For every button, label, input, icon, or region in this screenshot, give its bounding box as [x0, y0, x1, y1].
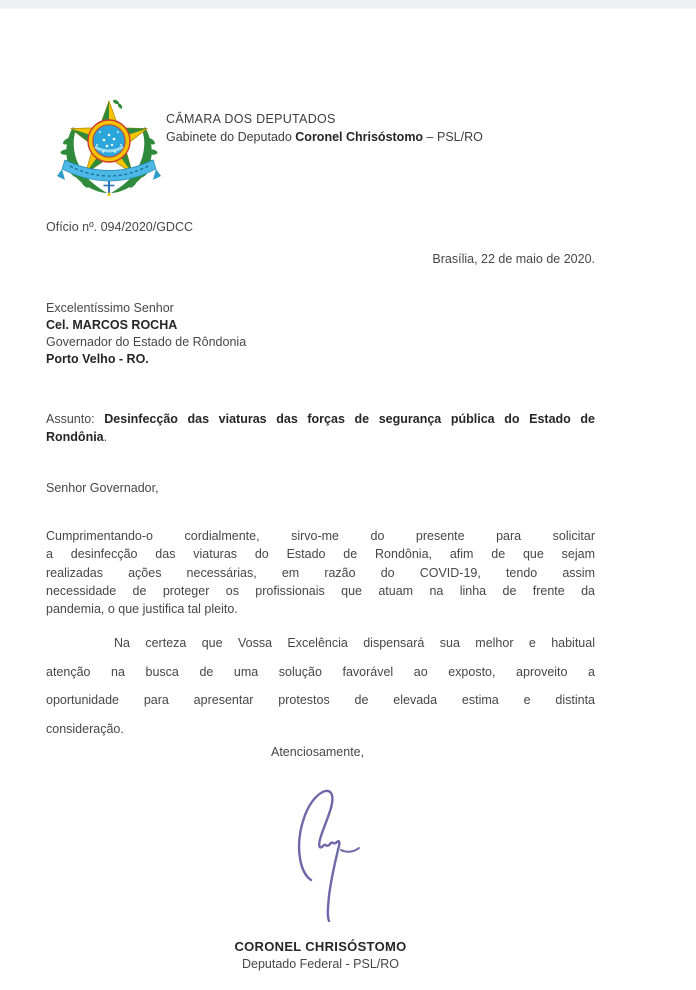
- office-line: [166, 130, 483, 144]
- signatory-block: [46, 938, 595, 973]
- subject-text-2: Rondônia: [46, 430, 104, 444]
- addressee-name: Cel. MARCOS ROCHA: [46, 318, 178, 332]
- body-paragraph-2: [46, 629, 595, 743]
- deputy-name: Coronel Chrisóstomo: [295, 130, 424, 144]
- paragraph-line: a desinfecção das viaturas do Estado de Rondônia, afim de que sejam: [46, 547, 595, 562]
- scan-edge-strip: [0, 0, 696, 9]
- addressee-block: [46, 300, 246, 368]
- paragraph-line: realizadas ações necessárias, em razão do COVID-19, tendo assim: [46, 565, 595, 580]
- subject-block: [46, 410, 595, 446]
- paragraph-line: atenção na busca de uma solução favorável ao exposto, aproveito a: [46, 664, 595, 679]
- subject-text-1: Desinfecção das viaturas das forças de segurança pública do Estado de: [104, 412, 595, 426]
- body-paragraph-1: [46, 527, 595, 618]
- letterhead: [166, 112, 483, 144]
- dateline: Brasília, 22 de maio de 2020.: [432, 252, 595, 266]
- subject-period: .: [103, 430, 108, 444]
- org-name: CÂMARA DOS DEPUTADOS: [166, 112, 336, 126]
- subject-line-2: [46, 428, 595, 446]
- salutation: Senhor Governador,: [46, 481, 159, 495]
- subject-line-1: [46, 410, 595, 428]
- paragraph-line: pandemia, o que justifica tal pleito.: [46, 602, 238, 617]
- handwritten-signature-icon: [283, 782, 363, 927]
- office-prefix: Gabinete do Deputado: [166, 130, 296, 144]
- paragraph-line: necessidade de proteger os profissionais que atuam na linha de frente da: [46, 583, 595, 598]
- addressee-title: Governador do Estado de Rôndonia: [46, 335, 247, 349]
- paragraph-line: Cumprimentando-o cordialmente, sirvo-me do presente para solicitar: [46, 529, 595, 543]
- closing-salutation: Atenciosamente,: [271, 745, 365, 759]
- addressee-city: Porto Velho - RO.: [46, 352, 149, 366]
- paragraph-line: oportunidade para apresentar protestos de elevada estima e distinta: [46, 693, 595, 707]
- signatory-title: Deputado Federal - PSL/RO: [241, 956, 400, 971]
- addressee-honorific: Excelentíssimo Senhor: [46, 301, 174, 315]
- subject-label: Assunto:: [46, 412, 105, 426]
- signatory-name: CORONEL CHRISÓSTOMO: [234, 939, 407, 954]
- document-number: Ofício nº. 094/2020/GDCC: [46, 220, 193, 234]
- office-suffix: – PSL/RO: [423, 130, 483, 144]
- brazil-coat-of-arms-icon: [57, 97, 161, 197]
- paragraph-line: Na certeza que Vossa Excelência dispensará sua melhor e habitual: [114, 636, 595, 650]
- paragraph-line: consideração.: [46, 721, 124, 736]
